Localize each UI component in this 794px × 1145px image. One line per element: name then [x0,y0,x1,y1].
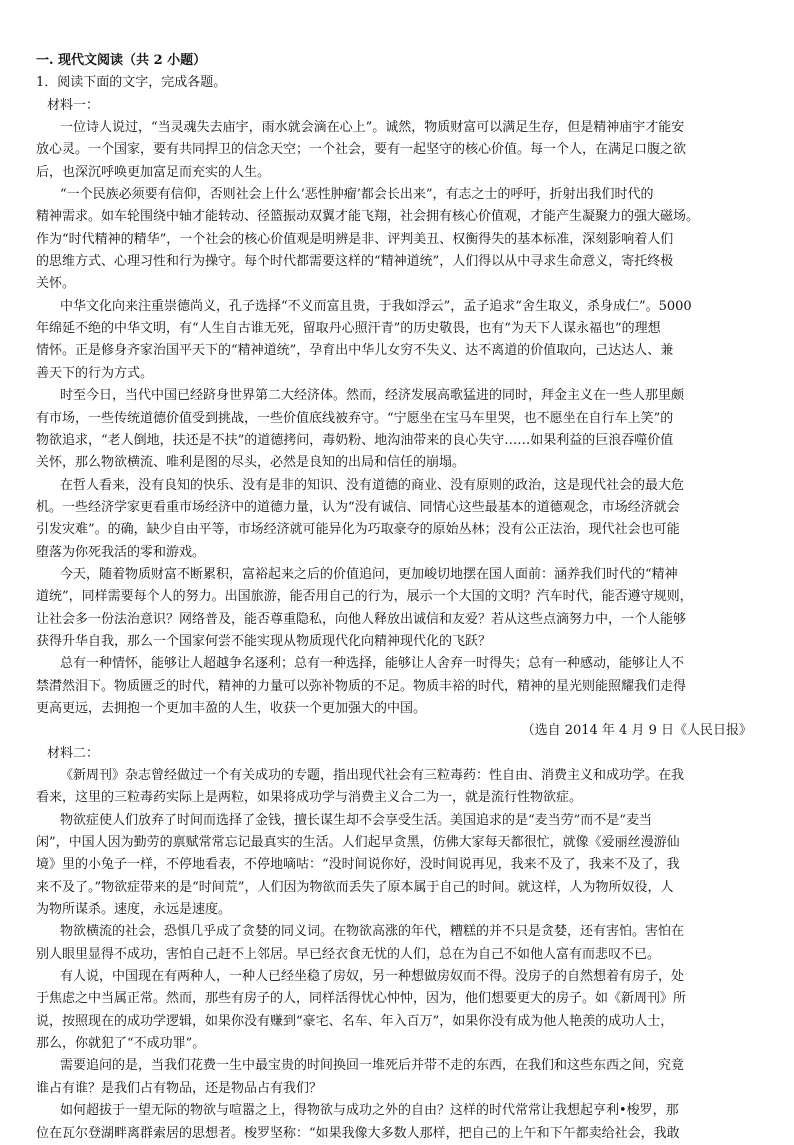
text-line: 有人说，中国现在有两种人，一种人已经坐稳了房奴，另一种想做房奴而不得。没房子的自然想着有房子，处 [60,969,685,985]
question-prompt: 1．阅读下面的文字，完成各题。 [36,75,227,91]
text-line: 放心灵。一个国家，要有共同捍卫的信念天空；一个社会，要有一起坚守的核心价值。每一个人，在满足口腹之欲 [36,142,687,158]
text-line: 关怀。 [36,276,76,292]
text-line: 获得升华自我，那么一个国家何尝不能实现从物质现代化向精神现代化的飞跃？ [36,633,492,649]
text-line: 那么，你就犯了“不成功罪”。 [36,1036,206,1052]
text-line: 一位诗人说过，“当灵魂失去庙宇，雨水就会滴在心上”。诚然，物质财富可以满足生存，但是精神庙宇才能安 [60,120,685,136]
text-line: 中华文化向来注重崇德尚义，孔子选择“不义而富且贵，于我如浮云”，孟子追求“舍生取义，杀身成仁”。5000 [60,298,692,314]
text-line: 谁占有谁？是我们占有物品，还是物品占有我们？ [36,1080,323,1096]
text-line: 禁潸然泪下。物质匮乏的时代，精神的力量可以弥补物质的不足。物质丰裕的时代，精神的星光则能照耀我们走得 [36,678,687,694]
text-line: 道统”，同样需要每个人的努力。出国旅游，能否用自己的行为，展示一个大国的文明？汽车时代，能否遵守规则， [36,589,693,605]
text-line: 于焦虑之中当属正常。然而，那些有房子的人，同样活得忧心忡忡，因为，他们想要更大的房子。如《新周刊》所 [36,991,687,1007]
material1-text [36,117,754,720]
text-line: 机。一些经济学家更看重市场经济中的道德力量，认为“没有诚信、同情心这些最基本的道德观念，市场经济就会 [36,499,680,515]
text-line: 看来，这里的三粒毒药实际上是两粒，如果将成功学与消费主义合二为一，就是流行性物欲症。 [36,790,583,806]
text-line: 如何超拔于一望无际的物欲与喧嚣之上，得物欲与成功之外的自由？这样的时代常常让我想起亨利•梭罗，那 [60,1103,679,1119]
text-line: 物欲横流的社会，恐惧几乎成了贪婪的同义词。在物欲高涨的年代，糟糕的并不只是贪婪，还有害怕。害怕在 [60,924,685,940]
text-line: 闲”，中国人因为勤劳的禀赋常常忘记最真实的生活。人们起早贪黑，仿佛大家每天都很忙，就像《爱丽丝漫游仙 [36,835,680,851]
text-line: 需要追问的是，当我们花费一生中最宝贵的时间换回一堆死后并带不走的东西，在我们和这些东西之间，究竟 [60,1058,685,1074]
text-line: 更高更远，去拥抱一个更加丰盈的人生，收获一个更加强大的中国。 [36,700,427,716]
text-line: 为物所谋杀。速度，永远是速度。 [36,902,232,918]
text-line: 年绵延不绝的中华文明，有“人生自古谁无死，留取丹心照汗青”的历史敬畏，也有“为天下人谋永福也”的理想 [36,321,661,337]
text-line: 情怀。正是修身齐家治国平天下的“精神道统”，孕育出中华儿女穷不失义、达不离道的价值取向，己达达人、兼 [36,343,674,359]
text-line: 位在瓦尔登湖畔离群索居的思想者。梭罗坚称：“如果我像大多数人那样，把自己的上午和下午都卖给社会，我敢 [36,1125,680,1141]
material2-text [36,765,754,1145]
text-line: 让社会多一份法治意识？网络普及，能否尊重隐私，向他人释放出诚信和友爱？若从这些点滴努力中，一个人能够 [36,611,687,627]
text-line: 后，也深沉呼唤更加富足而充实的人生。 [36,164,271,180]
text-line: 有市场，一些传统道德价值受到挑战，一些价值底线被弃守。“宁愿坐在宝马车里哭，也不愿坐在自行车上笑”的 [36,410,674,426]
text-line: 作为“时代精神的精华”，一个社会的核心价值观是明辨是非、评判美丑、权衡得失的基本标准，深刻影响着人们 [36,231,674,247]
text-line: 堕落为你死我活的零和游戏。 [36,544,206,560]
material1-label: 材料一： [47,97,100,113]
document-body [36,50,754,1145]
text-line: 物欲追求，“老人倒地，扶还是不扶”的道德拷问，毒奶粉、地沟油带来的良心失守……如果利益的巨浪吞噬价值 [36,432,674,448]
text-line: 引发灾难”。的确，缺少自由平等，市场经济就可能异化为巧取豪夺的原始丛林；没有公正法治，现代社会也可能 [36,522,680,538]
material2-label: 材料二： [47,745,100,761]
text-line: 时至今日，当代中国已经跻身世界第二大经济体。然而，经济发展高歌猛进的同时，拜金主义在一些人那里颇 [60,388,685,404]
text-line: “一个民族必须要有信仰，否则社会上什么‘恶性肿瘤’都会长出来”，有志之士的呼吁，折射出我们时代的 [60,187,654,203]
text-line: 在哲人看来，没有良知的快乐、没有是非的知识、没有道德的商业、没有原则的政治，这是现代社会的最大危 [60,477,685,493]
text-line: 善天下的行为方式。 [36,365,154,381]
text-line: 境》里的小兔子一样，不停地看表，不停地嘀咕：“没时间说你好，没时间说再见，我来不及了，我来不及了，我 [36,857,680,873]
text-line: 的思维方式、心理习性和行为操守。每个时代都需要这样的“精神道统”，人们得以从中寻求生命意义，寄托终极 [36,254,674,270]
text-line: 总有一种情怀，能够让人超越争名逐利；总有一种选择，能够让人舍弃一时得失；总有一种感动，能够让人不 [60,656,685,672]
text-line: 别人眼里显得不成功，害怕自己赶不上邻居。早已经衣食无忧的人们，总在为自己不如他人富有而悲叹不已。 [36,946,661,962]
text-line: 说，按照现在的成功学逻辑，如果你没有赚到“豪宅、名车、年入百万”，如果你没有成为他人艳羡的成功人士， [36,1013,674,1029]
text-line: 来不及了。”物欲症带来的是“时间荒”，人们因为物欲而丢失了原本属于自己的时间。就这样，人为物所奴役，人 [36,879,674,895]
text-line: 精神需求。如车轮围绕中轴才能转动、径篮振动双翼才能飞翔，社会拥有核心价值观，才能产生凝聚力的强大磁场。 [36,209,700,225]
text-line: 《新周刊》杂志曾经做过一个有关成功的专题，指出现代社会有三粒毒药：性自由、消费主义和成功学。在我 [60,768,685,783]
text-line: 物欲症使人们放弃了时间而选择了金钱，擅长谋生却不会享受生活。美国追求的是“麦当劳”而不是“麦当 [60,812,652,828]
text-line: 关怀，那么物欲横流、唯利是图的尽头，必然是良知的出局和信任的崩塌。 [36,455,466,471]
section-title: 一. 现代文阅读（共 2 小题） [36,53,207,68]
text-line: 今天，随着物质财富不断累积，富裕起来之后的价值追问，更加峻切地摆在国人面前：涵养我们时代的“精神 [60,566,678,582]
material1-source: （选自 2014 年 4 月 9 日《人民日报》 [521,723,752,739]
